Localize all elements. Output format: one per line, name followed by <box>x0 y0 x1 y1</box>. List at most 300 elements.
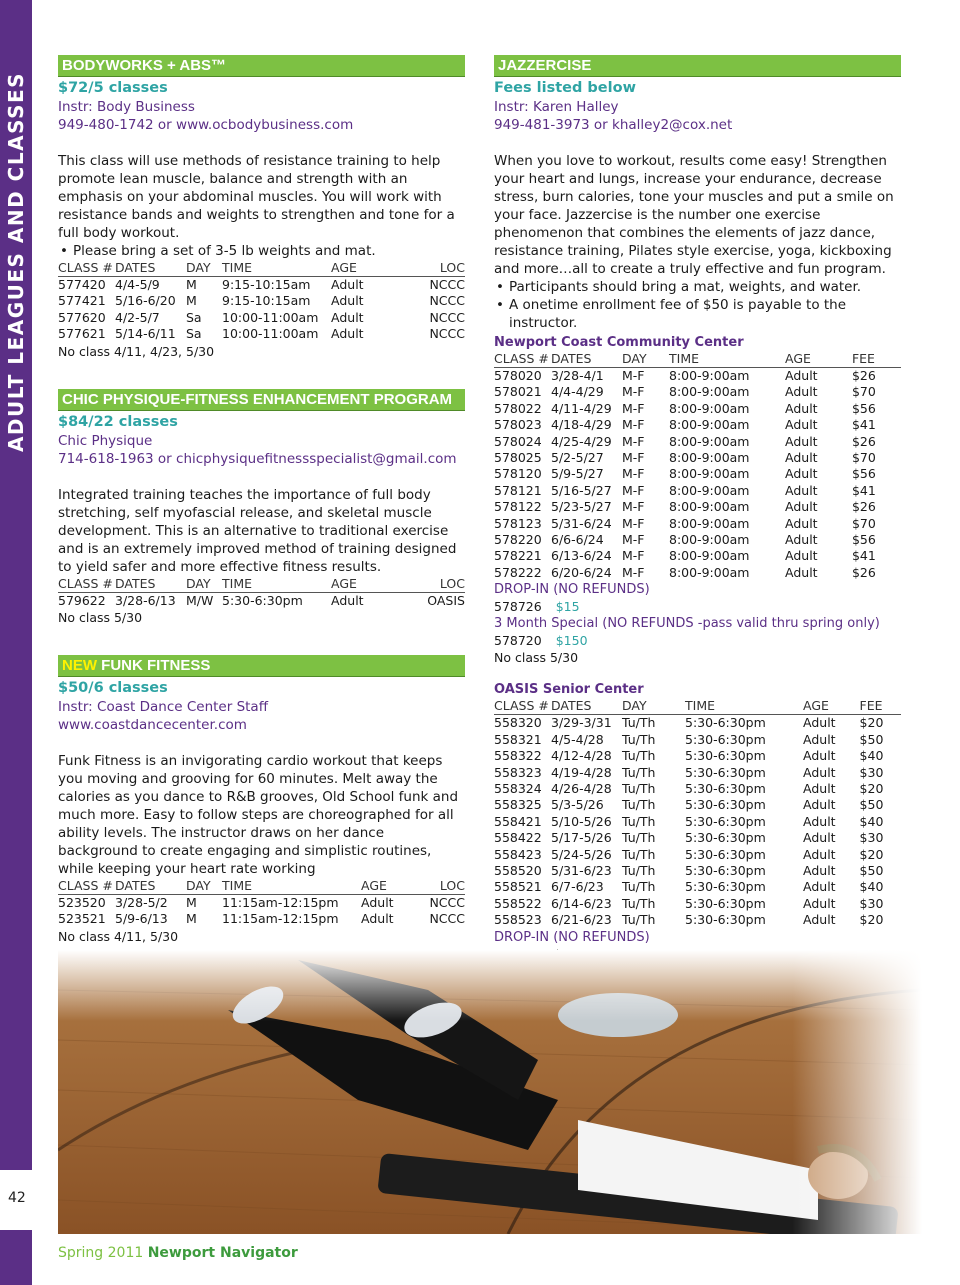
table-cell: 578123 <box>494 515 542 531</box>
contact-info: 949-481-3973 or khalley2@cox.net <box>494 117 733 133</box>
table-row <box>58 293 465 309</box>
table-cell: 5/31-6/24 <box>551 515 612 531</box>
table-cell: 10:00-11:00am <box>222 309 319 325</box>
table-cell: 5:30-6:30pm <box>685 764 766 780</box>
table-cell: Adult <box>803 846 836 862</box>
table-cell: M-F <box>622 384 645 400</box>
section-title: FUNK FITNESS <box>101 657 211 674</box>
venue-heading-oasis: OASIS Senior Center <box>494 682 644 698</box>
table-cell: 6/13-6/24 <box>551 548 612 564</box>
table-cell: $41 <box>851 548 876 564</box>
table-row <box>494 797 901 813</box>
table-row <box>494 715 901 732</box>
column-header: DAY <box>186 878 222 895</box>
table-cell: $30 <box>859 895 884 911</box>
table-cell: 578121 <box>494 482 542 498</box>
class-price: $50/6 classes <box>58 680 168 696</box>
table-cell: 5/23-5/27 <box>551 499 612 515</box>
table-cell: Sa <box>186 326 202 342</box>
column-header: TIME <box>222 878 361 895</box>
table-cell: M-F <box>622 499 645 515</box>
table-cell: 6/21-6/23 <box>551 912 612 928</box>
table-cell: 10:00-11:00am <box>222 326 319 342</box>
table-cell: Adult <box>785 564 818 580</box>
table-cell: 3/28-5/2 <box>115 895 168 910</box>
table-cell: $20 <box>859 912 884 928</box>
schedule-table <box>58 260 465 343</box>
table-cell: 5:30-6:30pm <box>685 879 766 895</box>
table-cell: 3/29-3/31 <box>551 715 612 731</box>
table-cell: Adult <box>331 326 364 342</box>
table-cell: 558521 <box>494 879 542 895</box>
contact-info: 949-480-1742 or www.ocbodybusiness.com <box>58 117 354 133</box>
table-cell: 578222 <box>494 564 542 580</box>
table-cell: NCCC <box>429 277 465 292</box>
table-cell: 8:00-9:00am <box>669 384 750 400</box>
table-cell: Adult <box>785 499 818 515</box>
table-row <box>58 911 465 927</box>
jazzercise-section <box>494 55 901 980</box>
table-cell: 5/31-6/23 <box>551 862 612 878</box>
table-cell: 5:30-6:30pm <box>685 715 766 731</box>
table-row <box>494 450 901 466</box>
section-heading: CHIC PHYSIQUE-FITNESS ENHANCEMENT PROGRAM <box>58 389 465 411</box>
bullet-item: • Please bring a set of 3-5 lb weights and mat. <box>58 242 465 260</box>
table-cell: Adult <box>803 830 836 846</box>
schedule-table <box>58 878 465 928</box>
table-cell: 5/24-5/26 <box>551 846 612 862</box>
table-cell: $70 <box>851 450 876 466</box>
column-header: DATES <box>115 576 186 593</box>
table-cell: Adult <box>331 309 364 325</box>
table-cell: M-F <box>622 450 645 466</box>
table-cell: Adult <box>803 731 836 747</box>
table-row <box>494 781 901 797</box>
table-cell: Adult <box>785 400 818 416</box>
table-cell: 5/3-5/26 <box>551 797 604 813</box>
sidebar-title: ADULT LEAGUES AND CLASSES <box>4 71 28 453</box>
table-header-row <box>58 878 465 895</box>
table-body <box>494 715 901 929</box>
table-cell: $50 <box>859 862 884 878</box>
table-cell: 5/14-6/11 <box>115 326 176 342</box>
table-cell: 6/20-6/24 <box>551 564 612 580</box>
table-cell: Adult <box>785 450 818 466</box>
bodyworks-section <box>58 55 465 360</box>
table-cell: $20 <box>859 846 884 862</box>
table-cell: M-F <box>622 417 645 433</box>
class-price: $84/22 classes <box>58 414 178 430</box>
table-cell: $26 <box>851 368 876 383</box>
column-header: TIME <box>669 351 785 368</box>
table-cell: $70 <box>851 384 876 400</box>
table-cell: Tu/Th <box>622 797 656 813</box>
column-header: AGE <box>361 878 411 895</box>
description: Integrated training teaches the importance of full body stretching, self myofascial release, and skeletal muscle development. This is an alternative to traditional exercise and is an extremely improved method of training designed to yield safer and more effective fitness results. <box>58 487 457 575</box>
table-cell: M <box>186 895 197 910</box>
table-row <box>494 532 901 548</box>
table-cell: 4/4-4/29 <box>551 384 604 400</box>
table-cell: Tu/Th <box>622 780 656 796</box>
table-cell: Adult <box>361 895 394 910</box>
table-cell: 8:00-9:00am <box>669 548 750 564</box>
table-cell: Adult <box>803 813 836 829</box>
table-cell: M-F <box>622 548 645 564</box>
table-cell: 4/4-5/9 <box>115 277 160 292</box>
column-header: DAY <box>186 260 222 277</box>
dropin-label: DROP-IN (NO REFUNDS) <box>494 929 650 945</box>
table-cell: 9:15-10:15am <box>222 293 311 309</box>
table-cell: 8:00-9:00am <box>669 532 750 548</box>
table-cell: 5/9-5/27 <box>551 466 604 482</box>
table-row <box>494 565 901 581</box>
column-header: DATES <box>551 351 622 368</box>
table-cell: Adult <box>803 912 836 928</box>
table-cell: $56 <box>851 532 876 548</box>
table-cell: $20 <box>859 780 884 796</box>
right-column <box>494 0 901 975</box>
no-class-note: No class 5/30 <box>494 650 579 666</box>
venue-heading-ncc: Newport Coast Community Center <box>494 335 744 350</box>
table-cell: $41 <box>851 482 876 498</box>
table-cell: $70 <box>851 515 876 531</box>
table-row <box>494 748 901 764</box>
table-cell: 4/18-4/29 <box>551 417 612 433</box>
table-cell: 558321 <box>494 731 542 747</box>
special-class: 578720 <box>494 633 542 649</box>
chic-section <box>58 389 465 626</box>
section-heading <box>58 655 465 677</box>
dropin-class: 578726 <box>494 599 542 615</box>
table-cell: Adult <box>803 748 836 764</box>
table-cell: M-F <box>622 515 645 531</box>
no-class-note: No class 4/11, 5/30 <box>58 928 179 944</box>
table-row <box>58 895 465 912</box>
table-header-row <box>58 576 465 593</box>
table-cell: 6/6-6/24 <box>551 532 604 548</box>
table-header-row <box>58 260 465 277</box>
table-cell: 8:00-9:00am <box>669 450 750 466</box>
description: This class will use methods of resistance training to help promote lean muscle, balance and strength with an emphasis on your abdominal muscles. You will work with resistance bands and weights to strengthen and tone for a full body workout. <box>58 153 455 241</box>
table-cell: Adult <box>785 433 818 449</box>
table-cell: NCCC <box>429 895 465 910</box>
funk-section <box>58 655 465 945</box>
table-cell: 8:00-9:00am <box>669 482 750 498</box>
table-cell: M <box>186 277 197 292</box>
table-cell: Tu/Th <box>622 912 656 928</box>
table-cell: $50 <box>859 797 884 813</box>
table-row <box>494 732 901 748</box>
table-cell: Adult <box>803 895 836 911</box>
footer-season: Spring 2011 <box>58 1245 144 1261</box>
contact-info: 714-618-1963 or chicphysiquefitnessspecialist@gmail.com <box>58 451 457 467</box>
column-header: AGE <box>803 698 860 715</box>
table-cell: Tu/Th <box>622 830 656 846</box>
table-cell: NCCC <box>429 293 465 309</box>
table-cell: Tu/Th <box>622 895 656 911</box>
no-class-note: No class 4/11, 4/23, 5/30 <box>58 343 215 359</box>
table-cell: 11:15am-12:15pm <box>222 911 339 927</box>
column-header: AGE <box>785 351 852 368</box>
table-header-row <box>494 698 901 715</box>
table-cell: 523520 <box>58 895 106 910</box>
table-cell: 577621 <box>58 326 106 342</box>
instructor: Instr: Coast Dance Center Staff <box>58 699 269 715</box>
table-cell: 5:30-6:30pm <box>685 780 766 796</box>
table-cell: 8:00-9:00am <box>669 400 750 416</box>
exercise-photo <box>58 950 922 1234</box>
table-cell: $40 <box>859 813 884 829</box>
table-row <box>494 896 901 912</box>
table-row <box>494 765 901 781</box>
table-cell: 4/11-4/29 <box>551 400 612 416</box>
table-cell: Adult <box>785 466 818 482</box>
dropin-fee: $15 <box>555 599 580 615</box>
table-row <box>494 417 901 433</box>
column-header: TIME <box>222 576 331 593</box>
table-cell: 4/26-4/28 <box>551 780 612 796</box>
table-cell: NCCC <box>429 326 465 342</box>
sidebar <box>0 0 32 1285</box>
table-cell: 5/10-5/26 <box>551 813 612 829</box>
column-header: FEE <box>860 698 901 715</box>
section-heading: JAZZERCISE <box>494 55 901 77</box>
table-cell: Adult <box>361 911 394 927</box>
table-row <box>494 912 901 928</box>
table-cell: 578024 <box>494 433 542 449</box>
schedule-table-oasis <box>494 698 901 928</box>
table-cell: 558423 <box>494 846 542 862</box>
table-cell: Adult <box>331 593 364 608</box>
table-cell: 577620 <box>58 309 106 325</box>
table-cell: $56 <box>851 400 876 416</box>
table-cell: 5:30-6:30pm <box>685 912 766 928</box>
column-header: DAY <box>622 698 685 715</box>
table-row <box>58 310 465 326</box>
table-body <box>58 593 465 610</box>
table-cell: $41 <box>851 417 876 433</box>
table-cell: Tu/Th <box>622 846 656 862</box>
table-cell: 558523 <box>494 912 542 928</box>
column-header: DAY <box>186 576 222 593</box>
table-cell: Adult <box>785 548 818 564</box>
table-cell: 8:00-9:00am <box>669 515 750 531</box>
table-cell: 5:30-6:30pm <box>685 895 766 911</box>
table-cell: 4/2-5/7 <box>115 309 160 325</box>
table-cell: 8:00-9:00am <box>669 433 750 449</box>
table-cell: Adult <box>803 879 836 895</box>
table-row <box>494 401 901 417</box>
table-cell: $26 <box>851 499 876 515</box>
column-header: AGE <box>331 260 395 277</box>
table-cell: Tu/Th <box>622 748 656 764</box>
footer-publication: Newport Navigator <box>147 1245 298 1261</box>
instructor: Chic Physique <box>58 433 153 449</box>
table-cell: Adult <box>803 797 836 813</box>
instructor: Instr: Body Business <box>58 99 195 115</box>
table-cell: 558320 <box>494 715 542 731</box>
table-cell: 5:30-6:30pm <box>685 846 766 862</box>
table-cell: 8:00-9:00am <box>669 564 750 580</box>
table-row <box>58 326 465 342</box>
dropin-row <box>494 598 901 615</box>
table-cell: 558325 <box>494 797 542 813</box>
table-cell: Adult <box>331 293 364 309</box>
table-row <box>494 548 901 564</box>
table-row <box>494 863 901 879</box>
page-footer <box>58 1245 298 1261</box>
column-header: CLASS # <box>494 698 551 715</box>
table-cell: $40 <box>859 879 884 895</box>
table-cell: Adult <box>785 532 818 548</box>
table-cell: 558322 <box>494 748 542 764</box>
table-cell: M-F <box>622 532 645 548</box>
left-column <box>58 0 465 950</box>
table-cell: 8:00-9:00am <box>669 368 750 383</box>
table-cell: 5/16-5/27 <box>551 482 612 498</box>
table-cell: 579622 <box>58 593 106 608</box>
table-cell: Sa <box>186 309 202 325</box>
table-cell: 3/28-4/1 <box>551 368 604 383</box>
table-row <box>494 483 901 499</box>
class-price: $72/5 classes <box>58 80 168 96</box>
table-cell: 6/14-6/23 <box>551 895 612 911</box>
table-cell: $26 <box>851 564 876 580</box>
table-cell: Tu/Th <box>622 715 656 731</box>
no-class-note: No class 5/30 <box>58 610 143 626</box>
column-header: DATES <box>115 878 186 895</box>
special-label: 3 Month Special (NO REFUNDS -pass valid thru spring only) <box>494 616 880 632</box>
table-cell: 8:00-9:00am <box>669 466 750 482</box>
column-header: DATES <box>551 698 622 715</box>
table-cell: 5:30-6:30pm <box>685 731 766 747</box>
table-cell: 8:00-9:00am <box>669 499 750 515</box>
table-cell: 578120 <box>494 466 542 482</box>
column-header: FEE <box>852 351 901 368</box>
table-cell: 578220 <box>494 532 542 548</box>
special-row <box>494 632 901 649</box>
table-cell: $30 <box>859 830 884 846</box>
table-cell: M-F <box>622 564 645 580</box>
table-row <box>58 277 465 294</box>
table-cell: $50 <box>859 731 884 747</box>
special-fee: $150 <box>555 633 588 649</box>
table-cell: 8:00-9:00am <box>669 417 750 433</box>
table-row <box>494 384 901 400</box>
table-cell: NCCC <box>429 309 465 325</box>
table-cell: Tu/Th <box>622 731 656 747</box>
table-cell: 578025 <box>494 450 542 466</box>
table-cell: 5:30-6:30pm <box>685 748 766 764</box>
table-cell: Tu/Th <box>622 862 656 878</box>
table-cell: 11:15am-12:15pm <box>222 895 339 910</box>
table-cell: $20 <box>859 715 884 731</box>
table-row <box>494 434 901 450</box>
table-cell: 577420 <box>58 277 106 292</box>
table-body <box>58 277 465 343</box>
column-header: LOC <box>393 576 465 593</box>
table-cell: 4/19-4/28 <box>551 764 612 780</box>
table-cell: 578023 <box>494 417 542 433</box>
table-cell: Adult <box>785 482 818 498</box>
table-row <box>494 814 901 830</box>
table-row <box>494 830 901 846</box>
table-cell: 578122 <box>494 499 542 515</box>
column-header: DATES <box>115 260 186 277</box>
table-cell: 4/25-4/29 <box>551 433 612 449</box>
column-header: LOC <box>395 260 465 277</box>
table-cell: 5:30-6:30pm <box>685 830 766 846</box>
table-cell: $26 <box>851 433 876 449</box>
table-cell: 5:30-6:30pm <box>685 862 766 878</box>
table-body <box>58 895 465 928</box>
table-cell: 558522 <box>494 895 542 911</box>
table-cell: Adult <box>785 368 818 383</box>
table-cell: 5:30-6:30pm <box>685 813 766 829</box>
table-cell: Adult <box>803 862 836 878</box>
table-cell: 577421 <box>58 293 106 309</box>
table-cell: 6/7-6/23 <box>551 879 604 895</box>
table-row <box>494 879 901 895</box>
table-cell: 5/17-5/26 <box>551 830 612 846</box>
column-header: LOC <box>411 878 465 895</box>
column-header: TIME <box>222 260 331 277</box>
table-cell: 578020 <box>494 368 542 383</box>
table-cell: Tu/Th <box>622 764 656 780</box>
table-cell: M <box>186 293 197 309</box>
table-cell: 578021 <box>494 384 542 400</box>
new-label: NEW <box>62 657 97 674</box>
table-header-row <box>494 351 901 368</box>
column-header: TIME <box>685 698 803 715</box>
column-header: CLASS # <box>58 576 115 593</box>
table-row <box>494 466 901 482</box>
bullet-list <box>494 278 901 332</box>
table-cell: $40 <box>859 748 884 764</box>
table-cell: NCCC <box>429 911 465 927</box>
table-cell: Adult <box>331 277 364 292</box>
page-number: 42 <box>8 1190 26 1206</box>
class-price: Fees listed below <box>494 80 636 96</box>
schedule-table <box>58 576 465 609</box>
table-row <box>494 499 901 515</box>
table-cell: 5/2-5/27 <box>551 450 604 466</box>
column-header: CLASS # <box>58 260 115 277</box>
contact-info: www.coastdancecenter.com <box>58 717 247 733</box>
table-cell: M-F <box>622 466 645 482</box>
dropin-label: DROP-IN (NO REFUNDS) <box>494 582 650 598</box>
instructor: Instr: Karen Halley <box>494 99 619 115</box>
table-cell: Adult <box>803 780 836 796</box>
table-cell: M/W <box>186 593 214 608</box>
column-header: DAY <box>622 351 669 368</box>
table-cell: 578022 <box>494 400 542 416</box>
table-cell: 4/5-4/28 <box>551 731 604 747</box>
table-row <box>494 847 901 863</box>
table-cell: 558520 <box>494 862 542 878</box>
table-cell: 3/28-6/13 <box>115 593 176 608</box>
table-row <box>494 516 901 532</box>
bullet-list <box>58 242 465 260</box>
exercise-photo-illustration <box>58 950 922 1234</box>
table-cell: 5/16-6/20 <box>115 293 176 309</box>
table-cell: 5/9-6/13 <box>115 911 168 927</box>
section-heading: BODYWORKS + ABS™ <box>58 55 465 77</box>
bullet-item: • Participants should bring a mat, weights, and water. <box>494 278 901 296</box>
table-cell: 523521 <box>58 911 106 927</box>
table-cell: M-F <box>622 482 645 498</box>
table-row <box>58 593 465 610</box>
